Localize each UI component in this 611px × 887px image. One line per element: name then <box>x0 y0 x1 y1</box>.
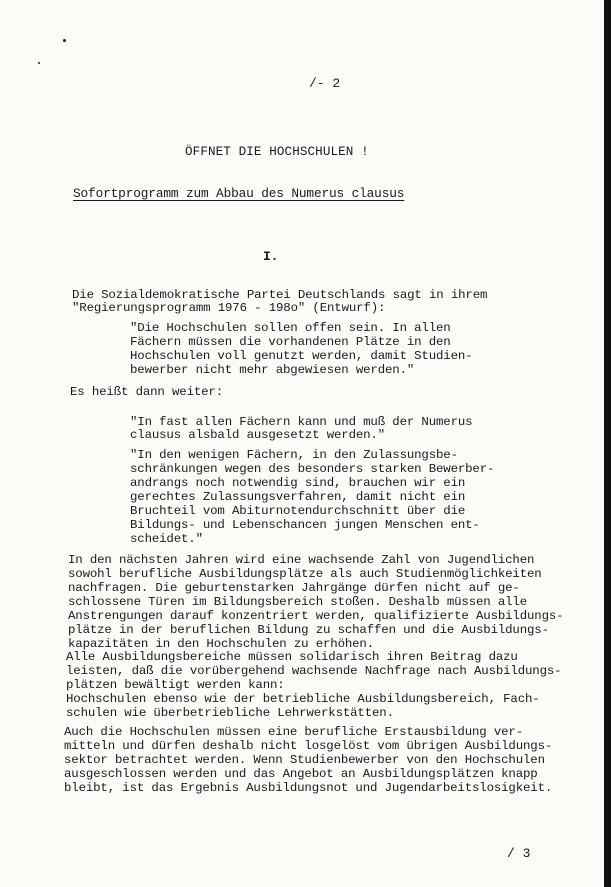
transition-line: Es heißt dann weiter: <box>70 385 223 399</box>
document-subtitle: Sofortprogramm zum Abbau des Numerus clausus <box>73 186 405 201</box>
text-line: "Die Hochschulen sollen offen sein. In allen <box>130 321 451 335</box>
text-line: mitteln und dürfen deshalb nicht losgelöst vom übrigen Ausbildungs- <box>64 739 553 753</box>
text-line: sowohl berufliche Ausbildungsplätze als auch Studienmöglichkeiten <box>68 567 542 581</box>
text-line: "In fast allen Fächern kann und muß der Numerus <box>130 415 473 429</box>
text-line: Bildungs- und Lebenschancen jungen Menschen ent- <box>130 518 480 532</box>
text-line: plätze in der beruflichen Bildung zu schaffen und die Ausbildungs- <box>68 623 549 637</box>
text-line: bewerber nicht mehr abgewiesen werden." <box>130 363 415 377</box>
document-title: ÖFFNET DIE HOCHSCHULEN ! <box>185 145 369 159</box>
scan-border <box>604 0 611 887</box>
text-line: sektor betrachtet werden. Wenn Studienbewerber von den Hochschulen <box>64 753 545 767</box>
text-line: Auch die Hochschulen müssen eine berufliche Erstausbildung ver- <box>64 725 523 739</box>
text-line: Fächern müssen die vorhandenen Plätze in den <box>130 335 451 349</box>
text-line: Hochschulen voll genutzt werden, damit Studien- <box>130 349 473 363</box>
text-line: ausgeschlossen werden und das Angebot an Ausbildungsplätzen knapp <box>64 767 538 781</box>
text-line: clausus alsbald ausgesetzt werden." <box>130 428 385 442</box>
text-line: gerechtes Zulassungsverfahren, damit nicht ein <box>130 490 466 504</box>
scan-speck <box>63 39 66 42</box>
text-line: Anstrengungen darauf konzentriert werden, qualifizierte Ausbildungs- <box>68 609 564 623</box>
text-line: leisten, daß die vorübergehend wachsende Nachfrage nach Ausbildungs- <box>66 664 562 678</box>
text-line: plätzen bewältigt werden kann: <box>66 678 285 692</box>
page-number-footer: / 3 <box>507 846 531 861</box>
page-number-header: /- 2 <box>309 76 341 91</box>
text-line: scheidet." <box>130 532 203 546</box>
text-line: schlossene Türen im Bildungsbereich stoßen. Deshalb müssen alle <box>68 595 527 609</box>
text-line: nachfragen. Die geburtenstarken Jahrgänge dürfen nicht auf ge- <box>68 581 520 595</box>
scan-speck <box>38 62 40 64</box>
text-line: schulen wie überbetriebliche Lehrwerkstätten. <box>66 706 394 720</box>
text-line: kapazitäten in den Hochschulen zu erhöhen. <box>68 637 374 651</box>
text-line: "Regierungsprogramm 1976 - 198o" (Entwurf): <box>72 301 386 315</box>
text-line: Alle Ausbildungsbereiche müssen solidarisch ihren Beitrag dazu <box>66 650 518 664</box>
text-line: schränkungen wegen des besonders starken Bewerber- <box>130 462 495 476</box>
text-line: bleibt, ist das Ergebnis Ausbildungsnot und Jugendarbeitslosigkeit. <box>64 781 553 795</box>
text-line: Hochschulen ebenso wie der betriebliche Ausbildungsbereich, Fach- <box>66 692 540 706</box>
text-line: andrangs noch notwendig sind, brauchen wir ein <box>130 476 466 490</box>
section-number: I. <box>263 249 279 264</box>
text-line: Die Sozialdemokratische Partei Deutschlands sagt in ihrem <box>72 288 488 302</box>
text-line: Bruchteil vom Abiturnotendurchschnitt über die <box>130 504 466 518</box>
text-line: In den nächsten Jahren wird eine wachsende Zahl von Jugendlichen <box>68 553 535 567</box>
text-line: "In den wenigen Fächern, in den Zulassungsbe- <box>130 448 458 462</box>
